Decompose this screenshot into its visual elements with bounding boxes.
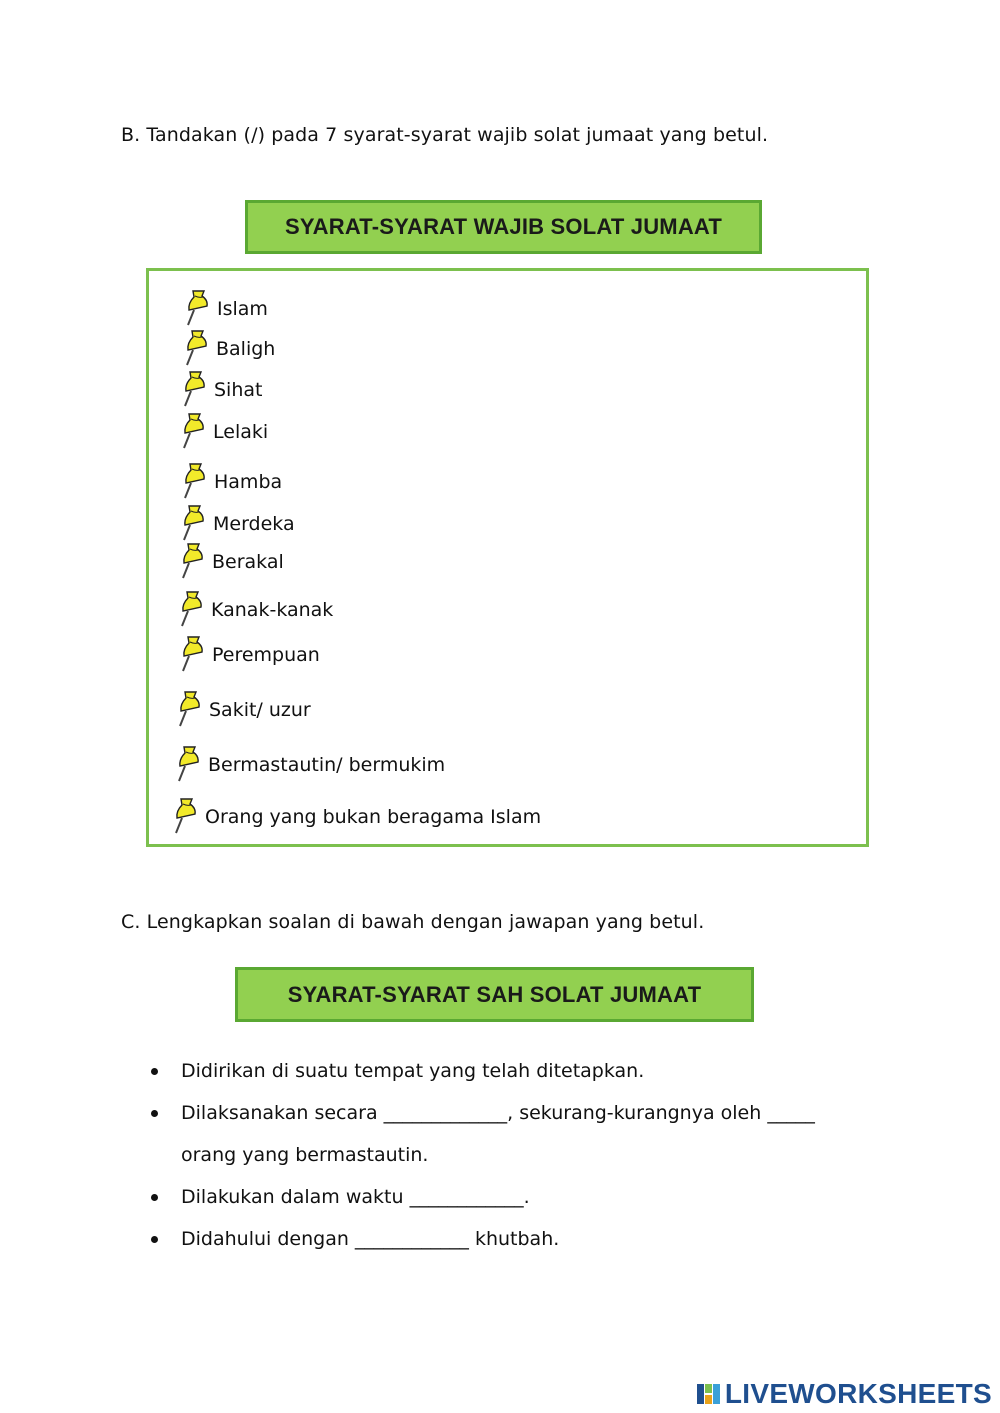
wajib-options-frame — [146, 268, 869, 847]
pushpin-icon — [182, 369, 208, 407]
list-item-text: Didirikan di suatu tempat yang telah ditetapkan. — [181, 1060, 645, 1082]
option-islam[interactable] — [185, 288, 268, 326]
list-item-text: Dilaksanakan secara _____________, sekurang-kurangnya oleh _____ — [181, 1102, 815, 1124]
pushpin-icon — [185, 288, 211, 326]
wajib-title-banner — [245, 200, 762, 254]
list-item[interactable] — [150, 1218, 910, 1260]
pushpin-icon — [180, 541, 206, 579]
bullet-dot — [151, 1110, 158, 1117]
pushpin-icon — [173, 796, 199, 834]
option-label: Sakit/ uzur — [209, 699, 311, 721]
list-item[interactable] — [150, 1092, 910, 1134]
option-label: Merdeka — [213, 513, 295, 535]
option-label: Berakal — [212, 551, 284, 573]
sah-title-text: SYARAT-SYARAT SAH SOLAT JUMAAT — [287, 981, 702, 1007]
section-c-instruction: C. Lengkapkan soalan di bawah dengan jawapan yang betul. — [121, 911, 705, 933]
list-item-text: Dilakukan dalam waktu ____________. — [181, 1186, 530, 1208]
section-b-instruction: B. Tandakan (/) pada 7 syarat-syarat wajib solat jumaat yang betul. — [121, 124, 769, 146]
pushpin-icon — [180, 634, 206, 672]
option-label: Orang yang bukan beragama Islam — [205, 806, 542, 828]
pushpin-icon — [181, 503, 207, 541]
sah-conditions-list — [150, 1050, 910, 1260]
list-item-continuation — [150, 1134, 910, 1176]
pushpin-icon — [176, 744, 202, 782]
wajib-title-text: SYARAT-SYARAT WAJIB SOLAT JUMAAT — [284, 214, 723, 239]
pushpin-icon — [184, 328, 210, 366]
option-berakal[interactable] — [180, 541, 284, 579]
option-label: Islam — [217, 298, 268, 320]
option-kanak-kanak[interactable] — [179, 589, 333, 627]
option-label: Kanak-kanak — [211, 599, 334, 621]
bullet-dot — [151, 1194, 158, 1201]
option-sakit-uzur[interactable] — [177, 689, 311, 727]
option-label: Baligh — [216, 338, 276, 360]
option-hamba[interactable] — [182, 461, 282, 499]
list-item-text: Didahului dengan ____________ khutbah. — [181, 1228, 560, 1250]
option-label: Hamba — [214, 471, 283, 493]
pushpin-icon — [181, 411, 207, 449]
bullet-dot — [151, 1236, 158, 1243]
option-perempuan[interactable] — [180, 634, 320, 672]
pushpin-icon — [179, 589, 205, 627]
pushpin-icon — [182, 461, 208, 499]
logo-wordmark: LIVEWORKSHEETS — [724, 1378, 992, 1409]
option-label: Lelaki — [213, 421, 269, 443]
option-sihat[interactable] — [182, 369, 262, 407]
list-item — [150, 1050, 910, 1092]
option-merdeka[interactable] — [181, 503, 295, 541]
liveworksheets-logo-icon — [696, 1382, 722, 1406]
liveworksheets-logo — [696, 1378, 992, 1410]
option-label: Bermastautin/ bermukim — [208, 754, 446, 776]
bullet-dot — [151, 1068, 158, 1075]
option-bermastautin[interactable] — [176, 744, 445, 782]
option-bukan-islam[interactable] — [173, 796, 541, 834]
option-label: Perempuan — [212, 644, 320, 666]
list-item[interactable] — [150, 1176, 910, 1218]
option-label: Sihat — [214, 379, 263, 401]
sah-title-banner — [235, 967, 754, 1022]
list-item-text: orang yang bermastautin. — [181, 1144, 429, 1166]
option-lelaki[interactable] — [181, 411, 268, 449]
option-baligh[interactable] — [184, 328, 275, 366]
pushpin-icon — [177, 689, 203, 727]
